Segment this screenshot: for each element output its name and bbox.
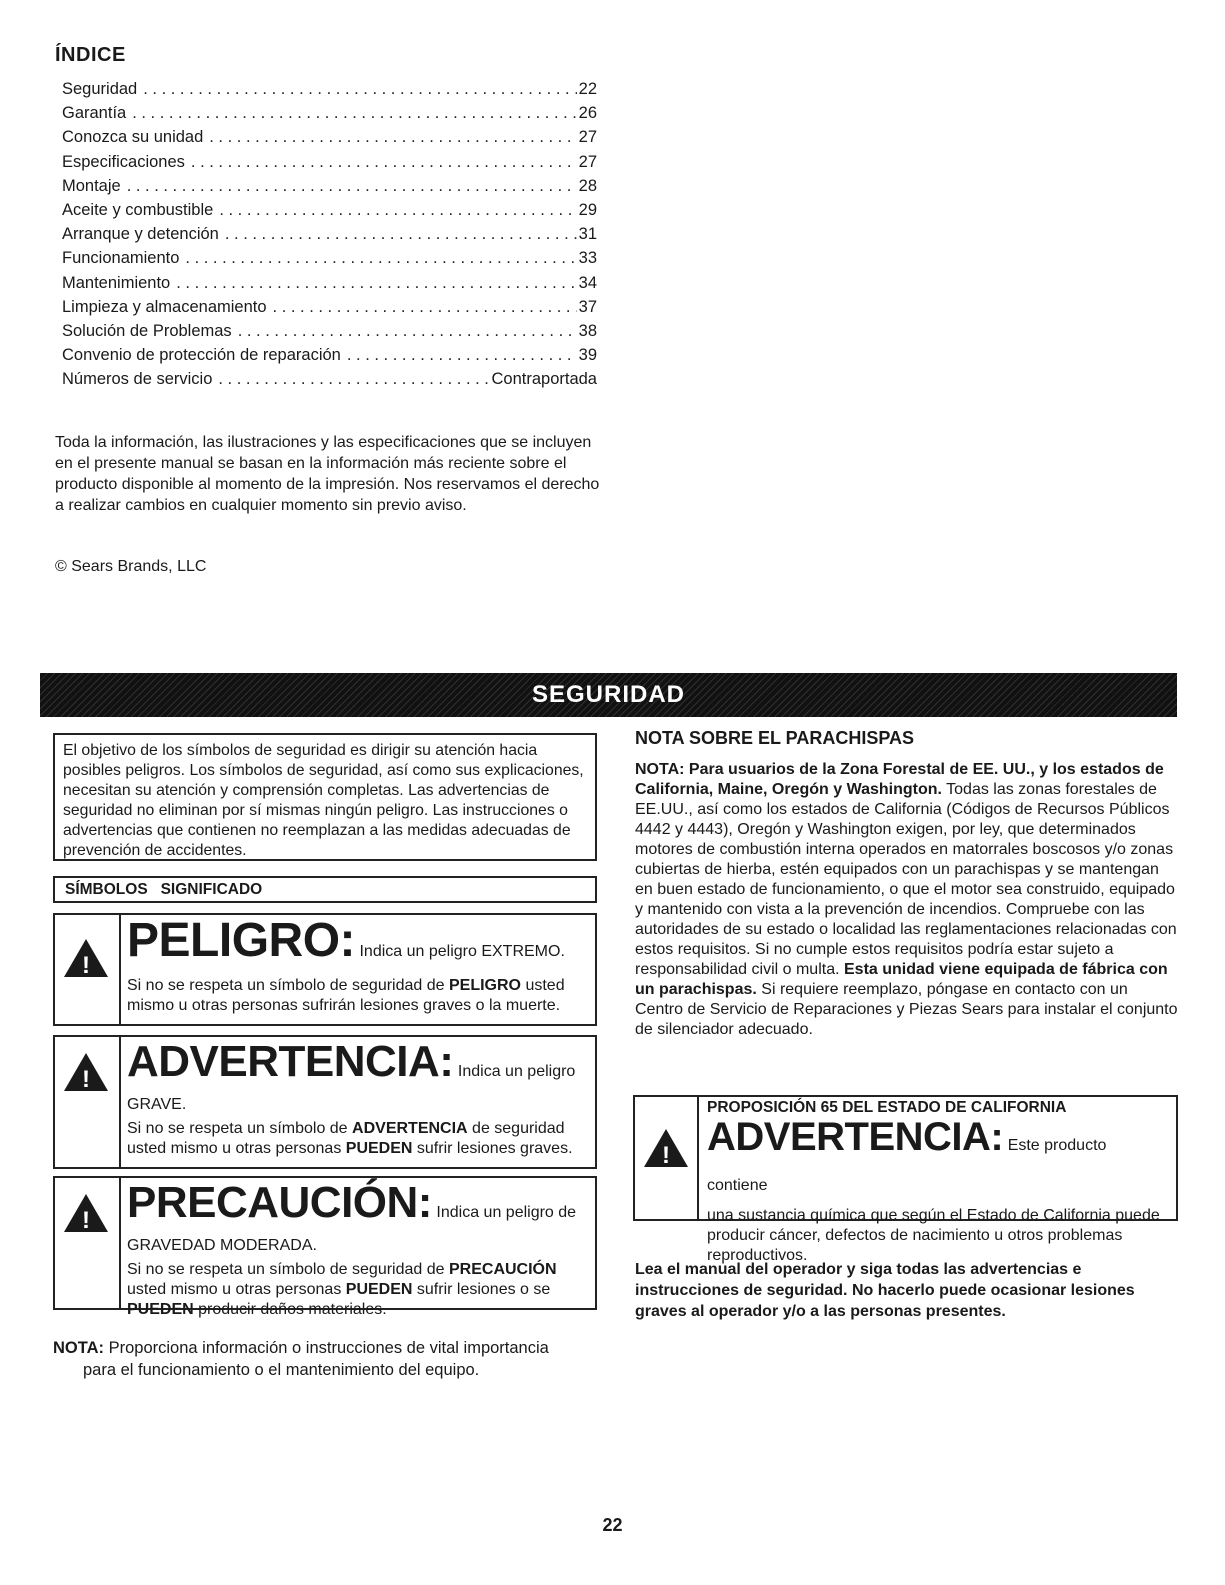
toc-entry [62, 104, 597, 128]
toc-entry-page: 37 [578, 297, 597, 316]
warning-triangle-icon [62, 1192, 110, 1234]
page-number: 22 [602, 1515, 623, 1535]
warning-desc-bold-2: PUEDEN [345, 1140, 413, 1157]
toc-entry [62, 153, 597, 177]
note-text: Proporciona información o instrucciones de vital importancia [104, 1339, 549, 1357]
warning-triangle-icon [62, 1051, 110, 1093]
caution-desc-text: Si no se respeta un símbolo de seguridad de [127, 1261, 449, 1278]
toc-entry-label: Funcionamiento [62, 249, 180, 268]
warning-desc-text: Si no se respeta un símbolo de [127, 1120, 353, 1137]
warning-desc-text-3: sufrir lesiones graves. [412, 1140, 573, 1157]
spark-note-text-2: Si requiere reemplazo, póngase en contacto con un Centro de Servicio de Reparaciones y Piezas Sears para instalar el conjunto de silenciador adecuado. [635, 981, 1178, 1038]
toc-entry [62, 80, 597, 104]
toc-entry-page: 22 [578, 80, 597, 98]
prop65-icon-cell [635, 1097, 699, 1219]
toc-entry [62, 274, 597, 298]
toc-entry-page: 38 [578, 321, 597, 340]
toc-entry-label: Solución de Problemas [62, 321, 232, 340]
prop65-short-text: Este producto contiene [707, 1137, 1107, 1194]
toc-entry [62, 201, 597, 225]
caution-short-meaning-2: GRAVEDAD MODERADA. [127, 1237, 317, 1254]
warning-symbol-row [53, 1035, 597, 1169]
toc-entry [62, 128, 597, 152]
caution-symbol-row [53, 1176, 597, 1318]
svg-text:!: ! [662, 1142, 670, 1169]
toc-dot-leader [209, 128, 576, 147]
toc-dot-leader [347, 346, 577, 365]
safety-symbols-purpose-box: El objetivo de los símbolos de seguridad es dirigir su atención hacia posibles peligros. Los símbolos de seguridad, así como sus explicaciones, necesitan su atención y comprensión completas. Las advertencias de seguridad no eliminan por sí mismas ningún peligro. Las instrucciones o advertencias que contienen no reemplazan a las medidas adecuadas de prevención de accidentes. [53, 733, 597, 861]
toc-dot-leader [238, 322, 577, 341]
warning-short-meaning: Indica un peligro [457, 1063, 576, 1080]
copyright-notice: © Sears Brands, LLC [55, 558, 207, 575]
warning-description [127, 1119, 587, 1159]
danger-icon-cell [55, 915, 121, 1024]
danger-symbol-row [53, 913, 597, 1026]
caution-description [127, 1260, 587, 1320]
danger-desc-text-2: usted mismo u otras personas sufrirán lesiones graves o la muerte. [127, 977, 565, 1014]
toc-entry-label: Seguridad [62, 80, 138, 98]
warning-triangle-icon [62, 937, 110, 979]
prop65-warning-box [633, 1095, 1178, 1264]
toc-entry-page: 29 [578, 200, 597, 219]
toc-entry [62, 370, 597, 394]
toc-dot-leader [176, 274, 576, 293]
index-title: ÍNDICE [55, 44, 126, 66]
read-manual-warning: Lea el manual del operador y siga todas las advertencias e instrucciones de seguridad. No hacerlo puede ocasionar lesiones graves al operador y/o a las personas presentes. [635, 1261, 1135, 1320]
spark-note-bold: NOTA: Para usuarios de la Zona Forestal de EE. UU., y los estados de California, Maine, Oregón y Washington. [635, 761, 1164, 798]
caution-short-meaning: Indica un peligro de [436, 1204, 577, 1221]
table-of-contents [62, 80, 597, 394]
toc-entry [62, 298, 597, 322]
toc-dot-leader [219, 201, 576, 220]
toc-dot-leader [273, 298, 577, 317]
warning-desc-bold: ADVERTENCIA [352, 1120, 468, 1137]
caution-icon-cell [55, 1178, 121, 1308]
note-label: NOTA: [53, 1339, 105, 1357]
danger-desc-bold: PELIGRO [448, 977, 521, 994]
warning-short-meaning-2: GRAVE. [127, 1096, 187, 1113]
svg-text:!: ! [82, 952, 90, 979]
warning-signal-word: ADVERTENCIA: [127, 1037, 454, 1086]
warning-icon-cell [55, 1037, 121, 1167]
toc-entry [62, 346, 597, 370]
toc-entry-page: 31 [578, 225, 597, 244]
warning-desc-text-2: de seguridad usted mismo u otras personas [127, 1120, 565, 1157]
toc-entry-page: 34 [578, 273, 597, 292]
toc-entry-label: Mantenimiento [62, 273, 171, 292]
caution-desc-text-4: producir daños materiales. [193, 1301, 387, 1318]
toc-dot-leader [132, 104, 576, 123]
toc-entry-label: Montaje [62, 176, 121, 195]
danger-desc-text: Si no se respeta un símbolo de seguridad de [127, 977, 449, 994]
symbols-table-header [53, 876, 597, 903]
danger-short-meaning: Indica un peligro EXTREMO. [359, 943, 565, 960]
toc-entry [62, 177, 597, 201]
toc-entry-page: Contraportada [491, 370, 597, 389]
toc-entry [62, 249, 597, 273]
section-banner [40, 673, 1177, 717]
spark-note-bold-2: Esta unidad viene equipada de fábrica con un parachispas. [635, 961, 1168, 998]
toc-dot-leader [127, 177, 577, 196]
caution-signal-word: PRECAUCIÓN: [127, 1178, 432, 1227]
note-text-continued: para el funcionamiento o el mantenimiento del equipo. [83, 1361, 480, 1379]
toc-entry-label: Limpieza y almacenamiento [62, 297, 267, 316]
warning-triangle-icon [642, 1127, 690, 1169]
caution-desc-text-2: usted mismo u otras personas [127, 1281, 346, 1298]
spark-arrester-title: NOTA SOBRE EL PARACHISPAS [635, 728, 915, 748]
caution-desc-text-3: sufrir lesiones o se [412, 1281, 551, 1298]
toc-dot-leader [191, 153, 577, 172]
prop65-signal-word: ADVERTENCIA: [707, 1115, 1004, 1159]
disclaimer-paragraph: Toda la información, las ilustraciones y las especificaciones que se incluyen en el presente manual se basan en la información más reciente sobre el producto disponible al momento de la impresión. Nos reservamos el derecho a realizar cambios en cualquier momento sin previo aviso. [55, 434, 600, 514]
toc-entry-page: 27 [578, 152, 597, 171]
toc-entry-label: Conozca su unidad [62, 128, 204, 147]
toc-entry-page: 26 [578, 104, 597, 123]
danger-signal-word: PELIGRO: [127, 914, 356, 967]
toc-entry-page: 28 [578, 176, 597, 195]
toc-dot-leader [225, 225, 577, 244]
danger-description [127, 976, 587, 1016]
toc-entry-page: 27 [578, 128, 597, 147]
toc-entry [62, 322, 597, 346]
toc-entry-label: Números de servicio [62, 370, 213, 389]
prop65-description: una sustancia química que según el Estado de California puede producir cáncer, defectos de nacimiento u otros problemas reproductivos. [707, 1207, 1160, 1264]
toc-entry-label: Aceite y combustible [62, 200, 214, 219]
toc-dot-leader [143, 80, 576, 99]
meaning-column-header: SIGNIFICADO [160, 881, 263, 898]
toc-dot-leader [185, 249, 576, 268]
toc-entry-page: 39 [578, 346, 597, 365]
svg-text:!: ! [82, 1066, 90, 1093]
toc-entry-page: 33 [578, 249, 597, 268]
symbols-column-header: SÍMBOLOS [65, 881, 148, 898]
spark-note-text: Todas las zonas forestales de EE.UU., así como los estados de California (Códigos de Recursos Públicos 4442 y 4443), Oregón y Washington exigen, por ley, que determinados motores de combustión interna operados en matorrales boscosos y/o zonas cubiertas de hierba, estén equipados con un parachispas y se mantengan en buen estado de funcionamiento, o que el motor sea construido, equipado y mantenido con vista a la prevención de incendios. Compruebe con las autoridades de su estado o localidad las reglamentaciones relacionadas con estos requisitos. Si no cumple estos requisitos podría estar sujeto a responsabilidad civil o multa. [635, 781, 1177, 978]
caution-desc-bold-2: PUEDEN [345, 1281, 413, 1298]
toc-entry-label: Arranque y detención [62, 225, 219, 244]
caution-desc-bold-3: PUEDEN [127, 1301, 194, 1318]
note-paragraph [53, 1337, 598, 1381]
spark-arrester-body [635, 760, 1180, 1040]
section-banner-title: SEGURIDAD [531, 681, 685, 708]
toc-entry-label: Convenio de protección de reparación [62, 346, 341, 365]
toc-entry [62, 225, 597, 249]
svg-text:!: ! [82, 1207, 90, 1234]
toc-entry-label: Garantía [62, 104, 127, 123]
caution-desc-bold: PRECAUCIÓN [448, 1261, 557, 1278]
toc-entry-label: Especificaciones [62, 152, 185, 171]
toc-dot-leader [218, 370, 489, 389]
prop65-title: PROPOSICIÓN 65 DEL ESTADO DE CALIFORNIA [707, 1099, 1067, 1116]
